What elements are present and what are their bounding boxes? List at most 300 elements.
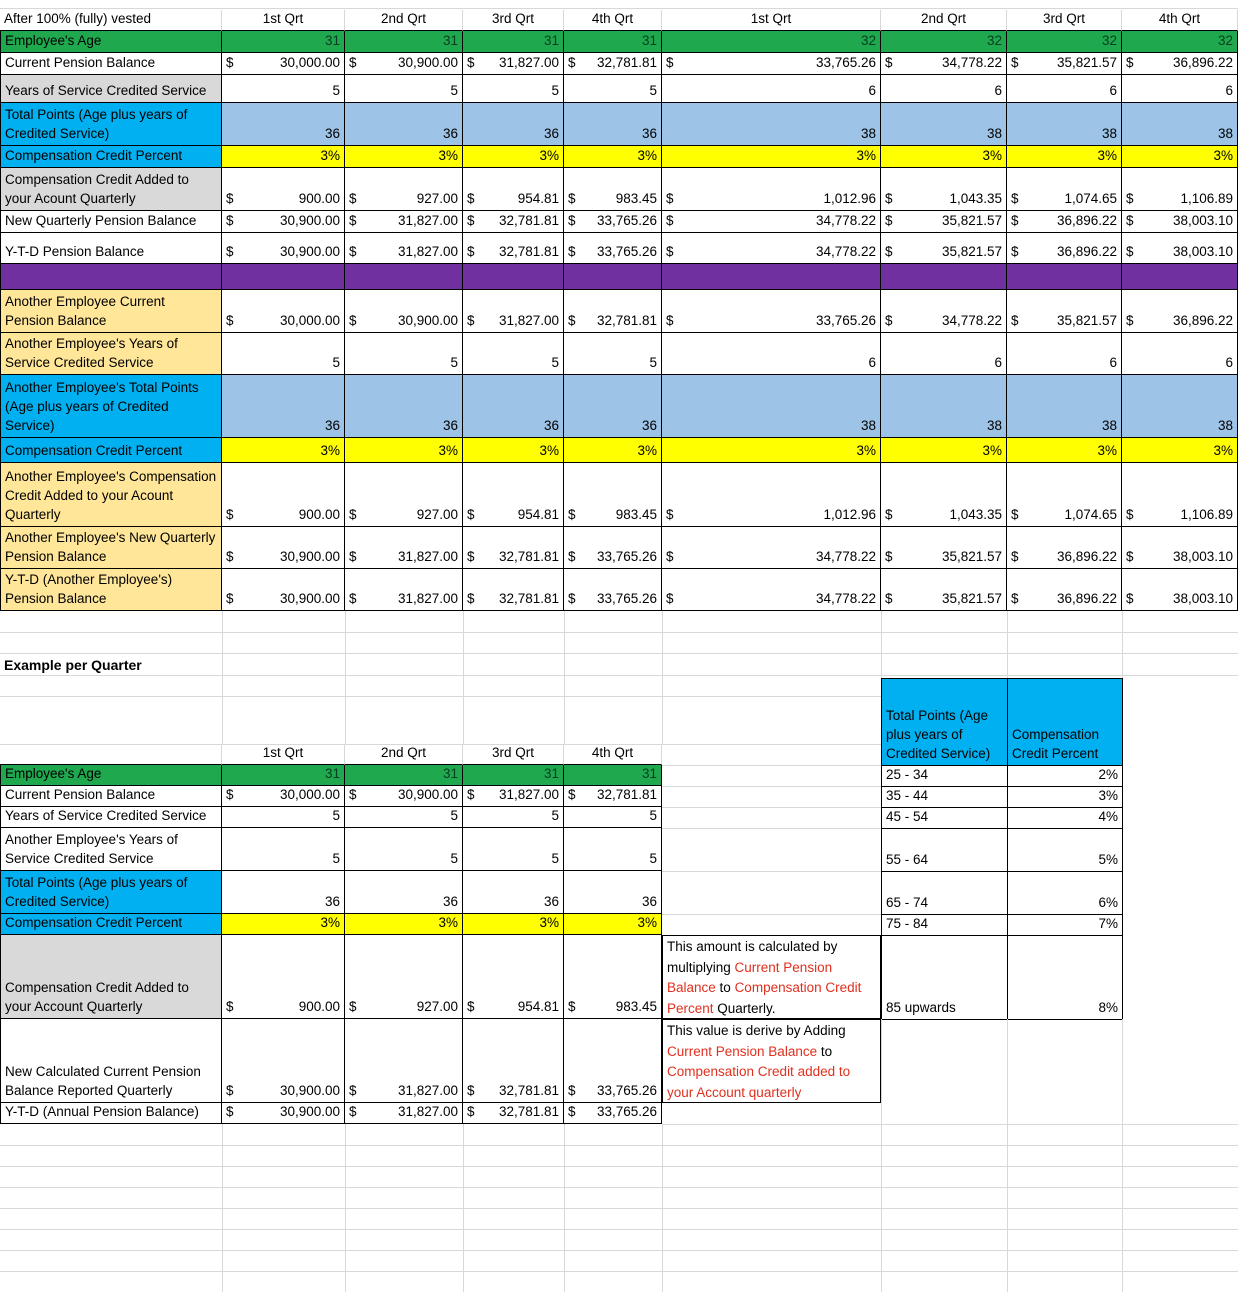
money-cell[interactable] — [881, 233, 1007, 264]
money-cell[interactable] — [345, 168, 463, 211]
currency-symbol: $ — [226, 787, 234, 802]
row-label[interactable]: New Calculated Current Pension Balance Reported Quarterly — [0, 1019, 222, 1103]
money-cell[interactable] — [222, 1019, 345, 1103]
value-cell[interactable]: 6 — [881, 75, 1007, 103]
gridline — [0, 8, 1238, 9]
money-cell[interactable] — [881, 569, 1007, 611]
amount: 900.00 — [298, 999, 340, 1014]
value-cell[interactable]: 32 — [881, 31, 1007, 53]
table-title-cell[interactable]: After 100% (fully) vested — [0, 10, 222, 31]
spacer-cell[interactable] — [463, 264, 564, 290]
value-cell[interactable]: 5 — [222, 333, 345, 375]
money-cell[interactable] — [463, 211, 564, 233]
amount: 31,827.00 — [397, 1083, 458, 1098]
money-cell[interactable] — [345, 290, 463, 333]
value-cell[interactable]: 32 — [1122, 31, 1238, 53]
value-cell[interactable]: 3% — [463, 146, 564, 168]
value-cell[interactable]: 3% — [463, 914, 564, 935]
value-cell[interactable]: 3% — [345, 438, 463, 463]
value-cell[interactable]: 32 — [1007, 31, 1122, 53]
money-cell[interactable] — [222, 786, 345, 807]
amount: 33,765.26 — [596, 244, 657, 259]
lookup-percent-cell[interactable]: 6% — [1008, 872, 1123, 915]
money-cell[interactable] — [564, 1019, 662, 1103]
money-cell[interactable] — [345, 786, 463, 807]
money-cell[interactable] — [1122, 168, 1238, 211]
value-cell[interactable]: 5 — [463, 828, 564, 871]
value-cell[interactable]: 6 — [662, 75, 881, 103]
row-label[interactable]: Current Pension Balance — [0, 786, 222, 807]
money-cell[interactable] — [1122, 211, 1238, 233]
row-label[interactable]: Compensation Credit Added to your Account Quarterly — [0, 935, 222, 1019]
value-cell[interactable]: 3% — [1122, 146, 1238, 168]
money-cell[interactable] — [463, 168, 564, 211]
currency-symbol: $ — [467, 1104, 475, 1119]
spacer-cell[interactable] — [564, 264, 662, 290]
money-cell[interactable] — [222, 527, 345, 569]
currency-symbol: $ — [885, 244, 893, 259]
money-cell[interactable] — [1007, 233, 1122, 264]
money-cell[interactable] — [463, 233, 564, 264]
amount: 32,781.81 — [498, 1104, 559, 1119]
amount: 1,043.35 — [949, 191, 1002, 206]
spacer-cell[interactable] — [345, 264, 463, 290]
gridline — [662, 765, 881, 766]
value-cell[interactable]: 36 — [345, 375, 463, 438]
lookup-percent-cell[interactable]: 2% — [1008, 766, 1123, 787]
currency-symbol: $ — [349, 787, 357, 802]
amount: 32,781.81 — [596, 313, 657, 328]
value-cell[interactable]: 5 — [564, 75, 662, 103]
amount: 38,003.10 — [1172, 549, 1233, 564]
value-cell[interactable]: 3% — [881, 146, 1007, 168]
row-label[interactable]: Compensation Credit Percent — [0, 146, 222, 168]
gridline — [222, 1124, 223, 1292]
money-cell[interactable] — [1007, 569, 1122, 611]
lookup-range-cell[interactable]: 85 upwards — [882, 936, 1008, 1020]
quarter-header[interactable]: 3rd Qrt — [1007, 10, 1122, 31]
row-label[interactable]: Another Employee's Years of Service Credited Service — [0, 333, 222, 375]
money-cell[interactable] — [222, 211, 345, 233]
quarter-header[interactable]: 2nd Qrt — [345, 10, 463, 31]
value-cell[interactable]: 31 — [564, 765, 662, 786]
value-cell[interactable]: 5 — [222, 807, 345, 828]
money-cell[interactable] — [345, 233, 463, 264]
value-cell[interactable]: 3% — [564, 146, 662, 168]
lookup-percent-cell[interactable]: 8% — [1008, 936, 1123, 1020]
money-cell[interactable] — [345, 527, 463, 569]
value-cell[interactable]: 36 — [222, 871, 345, 914]
row-label[interactable]: New Quarterly Pension Balance — [0, 211, 222, 233]
money-cell[interactable] — [345, 211, 463, 233]
money-cell[interactable] — [881, 290, 1007, 333]
amount: 30,900.00 — [279, 213, 340, 228]
money-cell[interactable] — [222, 233, 345, 264]
quarter-header[interactable]: 1st Qrt — [662, 10, 881, 31]
quarter-header[interactable]: 2nd Qrt — [881, 10, 1007, 31]
value-cell[interactable]: 38 — [662, 103, 881, 146]
quarter-header[interactable]: 3rd Qrt — [463, 744, 564, 765]
note-compensation-credit — [662, 935, 881, 1019]
gridline — [564, 1124, 565, 1292]
currency-symbol: $ — [568, 507, 576, 522]
row-label[interactable]: Employee's Age — [0, 31, 222, 53]
money-cell[interactable] — [222, 168, 345, 211]
money-cell[interactable] — [662, 569, 881, 611]
amount: 38,003.10 — [1172, 213, 1233, 228]
currency-symbol: $ — [666, 213, 674, 228]
row-label[interactable]: Compensation Credit Percent — [0, 438, 222, 463]
value-cell[interactable]: 3% — [222, 146, 345, 168]
quarter-header[interactable]: 4th Qrt — [564, 744, 662, 765]
value-cell[interactable]: 31 — [463, 765, 564, 786]
value-cell[interactable]: 32 — [662, 31, 881, 53]
value-cell[interactable]: 36 — [463, 871, 564, 914]
value-cell[interactable]: 31 — [345, 31, 463, 53]
value-cell[interactable]: 3% — [662, 438, 881, 463]
money-cell[interactable] — [1007, 53, 1122, 75]
money-cell[interactable] — [564, 463, 662, 527]
value-cell[interactable]: 5 — [222, 75, 345, 103]
value-cell[interactable]: 31 — [222, 765, 345, 786]
money-cell[interactable] — [564, 290, 662, 333]
money-cell[interactable] — [1122, 233, 1238, 264]
value-cell[interactable]: 5 — [463, 807, 564, 828]
currency-symbol: $ — [568, 1104, 576, 1119]
row-label[interactable]: Another Employee's Years of Service Credited Service — [0, 828, 222, 871]
row-label[interactable]: Employee's Age — [0, 765, 222, 786]
currency-symbol: $ — [349, 213, 357, 228]
lookup-range-cell[interactable]: 75 - 84 — [882, 915, 1008, 936]
amount: 36,896.22 — [1056, 549, 1117, 564]
money-cell[interactable] — [222, 53, 345, 75]
value-cell[interactable]: 3% — [345, 146, 463, 168]
value-cell[interactable]: 5 — [463, 333, 564, 375]
value-cell[interactable]: 5 — [463, 75, 564, 103]
value-cell[interactable]: 3% — [881, 438, 1007, 463]
table-title-cell[interactable] — [0, 744, 222, 765]
money-cell[interactable] — [662, 168, 881, 211]
money-cell[interactable] — [345, 1019, 463, 1103]
amount: 30,000.00 — [279, 313, 340, 328]
money-cell[interactable] — [564, 53, 662, 75]
money-cell[interactable] — [1007, 290, 1122, 333]
money-cell[interactable] — [463, 569, 564, 611]
amount: 36,896.22 — [1056, 591, 1117, 606]
spacer-cell[interactable] — [222, 264, 345, 290]
money-cell[interactable] — [564, 233, 662, 264]
money-cell[interactable] — [564, 786, 662, 807]
quarter-header[interactable]: 1st Qrt — [222, 744, 345, 765]
money-cell[interactable] — [463, 1103, 564, 1124]
money-cell[interactable] — [662, 53, 881, 75]
currency-symbol: $ — [568, 549, 576, 564]
money-cell[interactable] — [881, 53, 1007, 75]
value-cell[interactable]: 38 — [881, 375, 1007, 438]
money-cell[interactable] — [463, 786, 564, 807]
amount: 31,827.00 — [397, 591, 458, 606]
value-cell[interactable]: 5 — [345, 807, 463, 828]
note-text-segment: Current Pension Balance — [667, 959, 833, 995]
currency-symbol: $ — [226, 55, 234, 70]
example-title: Example per Quarter — [4, 657, 142, 673]
gridline — [1007, 1019, 1008, 1124]
value-cell[interactable]: 36 — [564, 871, 662, 914]
money-cell[interactable] — [1007, 211, 1122, 233]
money-cell[interactable] — [564, 211, 662, 233]
value-cell[interactable]: 3% — [1007, 438, 1122, 463]
value-cell[interactable]: 6 — [662, 333, 881, 375]
value-cell[interactable]: 5 — [345, 828, 463, 871]
amount: 900.00 — [298, 191, 340, 206]
value-cell[interactable]: 31 — [564, 31, 662, 53]
money-cell[interactable] — [463, 463, 564, 527]
value-cell[interactable]: 36 — [564, 103, 662, 146]
amount: 954.81 — [517, 999, 559, 1014]
currency-symbol: $ — [349, 999, 357, 1014]
lookup-range-cell[interactable]: 65 - 74 — [882, 872, 1008, 915]
money-cell[interactable] — [881, 168, 1007, 211]
value-cell[interactable]: 38 — [881, 103, 1007, 146]
value-cell[interactable]: 6 — [1007, 75, 1122, 103]
currency-symbol: $ — [226, 213, 234, 228]
money-cell[interactable] — [662, 527, 881, 569]
money-cell[interactable] — [1007, 527, 1122, 569]
quarter-header[interactable]: 4th Qrt — [1122, 10, 1238, 31]
currency-symbol: $ — [1011, 191, 1019, 206]
currency-symbol: $ — [467, 213, 475, 228]
amount: 33,765.26 — [596, 1083, 657, 1098]
value-cell[interactable]: 3% — [222, 438, 345, 463]
value-cell[interactable]: 3% — [564, 914, 662, 935]
amount: 1,012.96 — [823, 191, 876, 206]
amount: 30,900.00 — [279, 591, 340, 606]
currency-symbol: $ — [226, 549, 234, 564]
value-cell[interactable]: 3% — [564, 438, 662, 463]
lookup-range-cell[interactable]: 55 - 64 — [882, 829, 1008, 872]
amount: 36,896.22 — [1056, 244, 1117, 259]
value-cell[interactable]: 5 — [564, 333, 662, 375]
row-label[interactable]: Compensation Credit Percent — [0, 914, 222, 935]
money-cell[interactable] — [662, 463, 881, 527]
lookup-header[interactable]: Compensation Credit Percent — [1008, 679, 1123, 766]
amount: 32,781.81 — [498, 1083, 559, 1098]
gridline — [1122, 1124, 1123, 1292]
money-cell[interactable] — [463, 290, 564, 333]
money-cell[interactable] — [881, 211, 1007, 233]
value-cell[interactable]: 31 — [463, 31, 564, 53]
value-cell[interactable]: 5 — [564, 828, 662, 871]
lookup-percent-cell[interactable]: 7% — [1008, 915, 1123, 936]
quarter-header[interactable]: 4th Qrt — [564, 10, 662, 31]
value-cell[interactable]: 3% — [1122, 438, 1238, 463]
money-cell[interactable] — [222, 463, 345, 527]
example-table — [0, 744, 662, 1124]
currency-symbol: $ — [1011, 549, 1019, 564]
currency-symbol: $ — [467, 999, 475, 1014]
currency-symbol: $ — [349, 1104, 357, 1119]
currency-symbol: $ — [1126, 591, 1134, 606]
lookup-percent-cell[interactable]: 4% — [1008, 808, 1123, 829]
amount: 34,778.22 — [815, 549, 876, 564]
value-cell[interactable]: 36 — [222, 103, 345, 146]
value-cell[interactable]: 5 — [345, 333, 463, 375]
value-cell[interactable]: 31 — [222, 31, 345, 53]
row-label[interactable]: Total Points (Age plus years of Credited Service) — [0, 103, 222, 146]
amount: 35,821.57 — [1056, 313, 1117, 328]
money-cell[interactable] — [222, 1103, 345, 1124]
row-label[interactable]: Another Employee's Total Points (Age plus years of Credited Service) — [0, 375, 222, 438]
money-cell[interactable] — [463, 53, 564, 75]
money-cell[interactable] — [345, 463, 463, 527]
money-cell[interactable] — [222, 935, 345, 1019]
spacer-cell[interactable] — [662, 264, 881, 290]
money-cell[interactable] — [881, 463, 1007, 527]
amount: 30,900.00 — [397, 55, 458, 70]
money-cell[interactable] — [345, 935, 463, 1019]
spacer-cell[interactable] — [881, 264, 1007, 290]
row-label[interactable] — [0, 264, 222, 290]
lookup-header[interactable]: Total Points (Age plus years of Credited Service) — [882, 679, 1008, 766]
currency-symbol: $ — [467, 591, 475, 606]
currency-symbol: $ — [226, 191, 234, 206]
row-label[interactable]: Compensation Credit Added to your Acount Quarterly — [0, 168, 222, 211]
row-label[interactable]: Years of Service Credited Service — [0, 807, 222, 828]
currency-symbol: $ — [885, 507, 893, 522]
currency-symbol: $ — [226, 507, 234, 522]
money-cell[interactable] — [463, 935, 564, 1019]
lookup-percent-cell[interactable]: 3% — [1008, 787, 1123, 808]
lookup-range-cell[interactable]: 45 - 54 — [882, 808, 1008, 829]
row-label[interactable]: Another Employee's New Quarterly Pension Balance — [0, 527, 222, 569]
quarter-header[interactable]: 3rd Qrt — [463, 10, 564, 31]
row-label[interactable]: Another Employee's Compensation Credit Added to your Acount Quarterly — [0, 463, 222, 527]
money-cell[interactable] — [564, 935, 662, 1019]
amount: 983.45 — [615, 999, 657, 1014]
row-label[interactable]: Current Pension Balance — [0, 53, 222, 75]
money-cell[interactable] — [345, 1103, 463, 1124]
row-label[interactable]: Y-T-D (Another Employee's) Pension Balance — [0, 569, 222, 611]
gridline — [662, 1124, 1238, 1125]
note-new-balance — [662, 1019, 881, 1103]
money-cell[interactable] — [881, 527, 1007, 569]
row-label[interactable]: Total Points (Age plus years of Credited Service) — [0, 871, 222, 914]
currency-symbol: $ — [226, 999, 234, 1014]
value-cell[interactable]: 3% — [463, 438, 564, 463]
amount: 35,821.57 — [941, 591, 1002, 606]
money-cell[interactable] — [662, 233, 881, 264]
money-cell[interactable] — [564, 1103, 662, 1124]
currency-symbol: $ — [467, 55, 475, 70]
money-cell[interactable] — [345, 53, 463, 75]
value-cell[interactable]: 3% — [662, 146, 881, 168]
currency-symbol: $ — [568, 244, 576, 259]
currency-symbol: $ — [226, 591, 234, 606]
value-cell[interactable]: 3% — [222, 914, 345, 935]
value-cell[interactable]: 38 — [662, 375, 881, 438]
amount: 983.45 — [615, 507, 657, 522]
money-cell[interactable] — [1122, 527, 1238, 569]
spacer-cell[interactable] — [1122, 264, 1238, 290]
money-cell[interactable] — [564, 569, 662, 611]
money-cell[interactable] — [662, 290, 881, 333]
money-cell[interactable] — [463, 1019, 564, 1103]
amount: 34,778.22 — [815, 244, 876, 259]
amount: 30,900.00 — [279, 549, 340, 564]
value-cell[interactable]: 5 — [345, 75, 463, 103]
money-cell[interactable] — [222, 569, 345, 611]
value-cell[interactable]: 38 — [1122, 375, 1238, 438]
money-cell[interactable] — [1122, 290, 1238, 333]
money-cell[interactable] — [1007, 463, 1122, 527]
gridline — [463, 1124, 464, 1292]
currency-symbol: $ — [349, 591, 357, 606]
quarter-header[interactable]: 2nd Qrt — [345, 744, 463, 765]
value-cell[interactable]: 38 — [1007, 375, 1122, 438]
row-label[interactable]: Y-T-D Pension Balance — [0, 233, 222, 264]
value-cell[interactable]: 36 — [564, 375, 662, 438]
quarter-header[interactable]: 1st Qrt — [222, 10, 345, 31]
money-cell[interactable] — [463, 527, 564, 569]
value-cell[interactable]: 38 — [1122, 103, 1238, 146]
value-cell[interactable]: 6 — [1122, 333, 1238, 375]
gridline — [1122, 611, 1123, 678]
money-cell[interactable] — [662, 211, 881, 233]
money-cell[interactable] — [345, 569, 463, 611]
currency-symbol: $ — [1011, 213, 1019, 228]
spacer-cell[interactable] — [1007, 264, 1122, 290]
currency-symbol: $ — [226, 244, 234, 259]
lookup-percent-cell[interactable]: 5% — [1008, 829, 1123, 872]
money-cell[interactable] — [1007, 168, 1122, 211]
gridline — [0, 632, 1238, 633]
money-cell[interactable] — [1122, 463, 1238, 527]
value-cell[interactable]: 6 — [1122, 75, 1238, 103]
value-cell[interactable]: 5 — [564, 807, 662, 828]
value-cell[interactable]: 5 — [222, 828, 345, 871]
money-cell[interactable] — [564, 527, 662, 569]
row-label[interactable]: Another Employee Current Pension Balance — [0, 290, 222, 333]
value-cell[interactable]: 36 — [222, 375, 345, 438]
amount: 927.00 — [416, 191, 458, 206]
row-label[interactable]: Y-T-D (Annual Pension Balance) — [0, 1103, 222, 1124]
value-cell[interactable]: 3% — [345, 914, 463, 935]
value-cell[interactable]: 38 — [1007, 103, 1122, 146]
currency-symbol: $ — [1126, 313, 1134, 328]
money-cell[interactable] — [1122, 53, 1238, 75]
value-cell[interactable]: 36 — [463, 103, 564, 146]
currency-symbol: $ — [226, 1083, 234, 1098]
note-text-segment: Quarterly. — [713, 1000, 776, 1016]
value-cell[interactable]: 31 — [345, 765, 463, 786]
money-cell[interactable] — [564, 168, 662, 211]
value-cell[interactable]: 3% — [1007, 146, 1122, 168]
row-label[interactable]: Years of Service Credited Service — [0, 75, 222, 103]
value-cell[interactable]: 36 — [345, 871, 463, 914]
amount: 38,003.10 — [1172, 591, 1233, 606]
amount: 927.00 — [416, 507, 458, 522]
value-cell[interactable]: 36 — [345, 103, 463, 146]
money-cell[interactable] — [222, 290, 345, 333]
lookup-range-cell[interactable]: 35 - 44 — [882, 787, 1008, 808]
value-cell[interactable]: 6 — [1007, 333, 1122, 375]
gridline — [0, 653, 1238, 654]
value-cell[interactable]: 36 — [463, 375, 564, 438]
lookup-range-cell[interactable]: 25 - 34 — [882, 766, 1008, 787]
money-cell[interactable] — [1122, 569, 1238, 611]
value-cell[interactable]: 6 — [881, 333, 1007, 375]
gridline — [881, 1124, 882, 1292]
